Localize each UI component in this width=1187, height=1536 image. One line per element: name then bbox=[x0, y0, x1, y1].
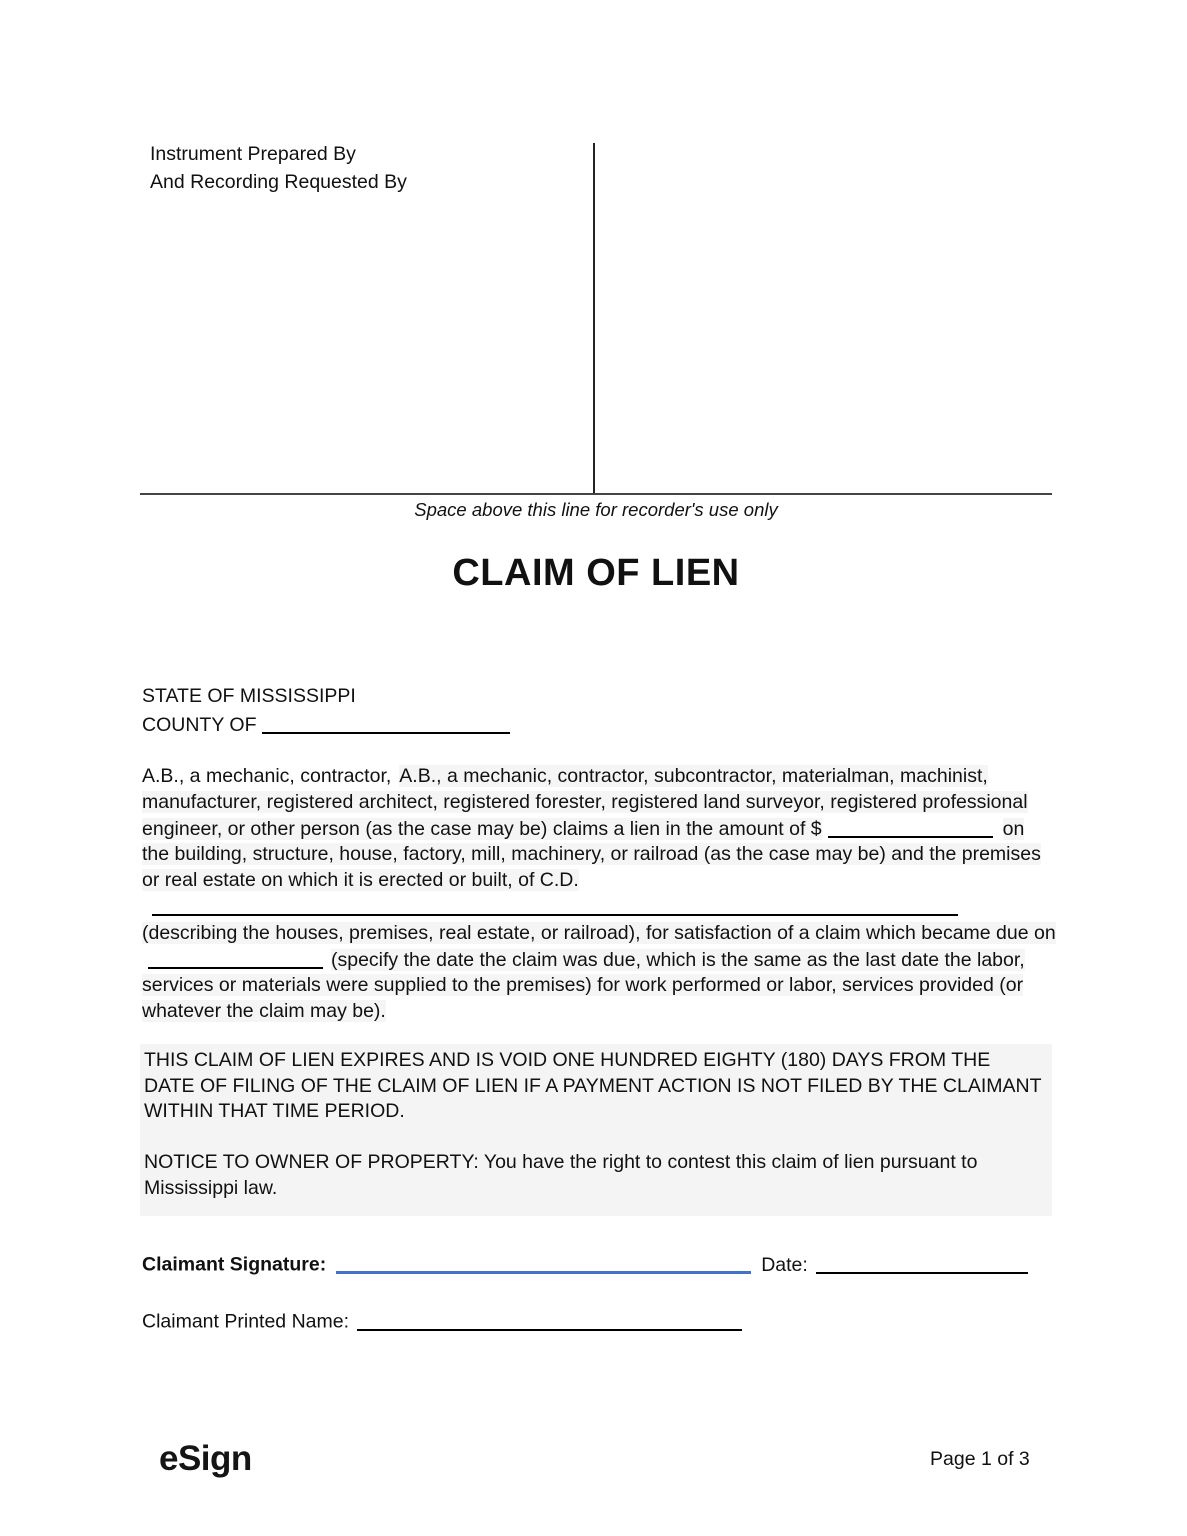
claimant-signature-field[interactable] bbox=[336, 1254, 751, 1274]
page-indicator: Page 1 of 3 bbox=[930, 1448, 1030, 1470]
claimant-signature-row bbox=[142, 1251, 1028, 1277]
recorder-box-vertical-divider bbox=[593, 143, 595, 494]
body-highlight-segment-2: on the building, structure, house, factory, mill, machinery, or railroad (as the case may be) and the premises or real estate on which it is erected or built, of C.D. bbox=[142, 817, 1041, 891]
prepared-by-block bbox=[150, 140, 407, 196]
document-title: CLAIM OF LIEN bbox=[452, 552, 740, 594]
prepared-by-line1: Instrument Prepared By bbox=[150, 143, 356, 165]
county-line bbox=[142, 711, 510, 740]
claimant-printed-name-field[interactable] bbox=[357, 1311, 742, 1331]
claimant-printed-name-label: Claimant Printed Name: bbox=[142, 1310, 349, 1333]
body-highlight-segment-4: (specify the date the claim was due, which is the same as the last date the labor, services or materials were supplied to the premises) for work performed or labor, services provided (or whatever the claim may be). bbox=[142, 948, 1025, 1022]
property-description-blank-field[interactable] bbox=[152, 896, 958, 916]
body-plain-segment: A.B., a mechanic, contractor, bbox=[142, 765, 392, 787]
recorder-box-horizontal-rule bbox=[140, 493, 1052, 495]
body-highlight-segment-1: A.B., a mechanic, contractor, subcontractor, materialman, machinist, manufacturer, registered architect, registered forester, registered land surveyor, registered professional engineer, or other person (as the case may be) claims a lien in the amount of $ bbox=[142, 765, 1028, 840]
body-highlight-segment-3: (describing the houses, premises, real estate, or railroad), for satisfaction of a claim which became due on bbox=[142, 921, 1056, 944]
expiry-notice-text: THIS CLAIM OF LIEN EXPIRES AND IS VOID ONE HUNDRED EIGHTY (180) DAYS FROM THE DATE OF FILING OF THE CLAIM OF LIEN IF A PAYMENT ACTION IS NOT FILED BY THE CLAIMANT WITHIN THAT TIME PERIOD. bbox=[144, 1049, 1042, 1123]
notice-box bbox=[140, 1044, 1052, 1216]
state-line: STATE OF MISSISSIPPI bbox=[142, 685, 356, 707]
claimant-printed-name-row bbox=[142, 1308, 742, 1334]
amount-blank-field[interactable] bbox=[828, 818, 993, 838]
owner-notice-text: NOTICE TO OWNER OF PROPERTY: You have the right to contest this claim of lien pursuant to Mississippi law. bbox=[144, 1151, 978, 1199]
lien-claim-paragraph bbox=[142, 764, 1056, 1024]
date-label: Date: bbox=[761, 1253, 808, 1276]
due-date-blank-field[interactable] bbox=[148, 949, 323, 969]
esign-logo: eSign bbox=[159, 1439, 252, 1478]
county-label: COUNTY OF bbox=[142, 714, 257, 736]
claimant-signature-label: Claimant Signature: bbox=[142, 1253, 327, 1276]
state-county-block bbox=[142, 682, 510, 740]
date-blank-field[interactable] bbox=[816, 1254, 1028, 1274]
county-blank-field[interactable] bbox=[262, 715, 510, 735]
recorder-use-note: Space above this line for recorder's use only bbox=[414, 499, 778, 520]
prepared-by-line2: And Recording Requested By bbox=[150, 171, 407, 193]
